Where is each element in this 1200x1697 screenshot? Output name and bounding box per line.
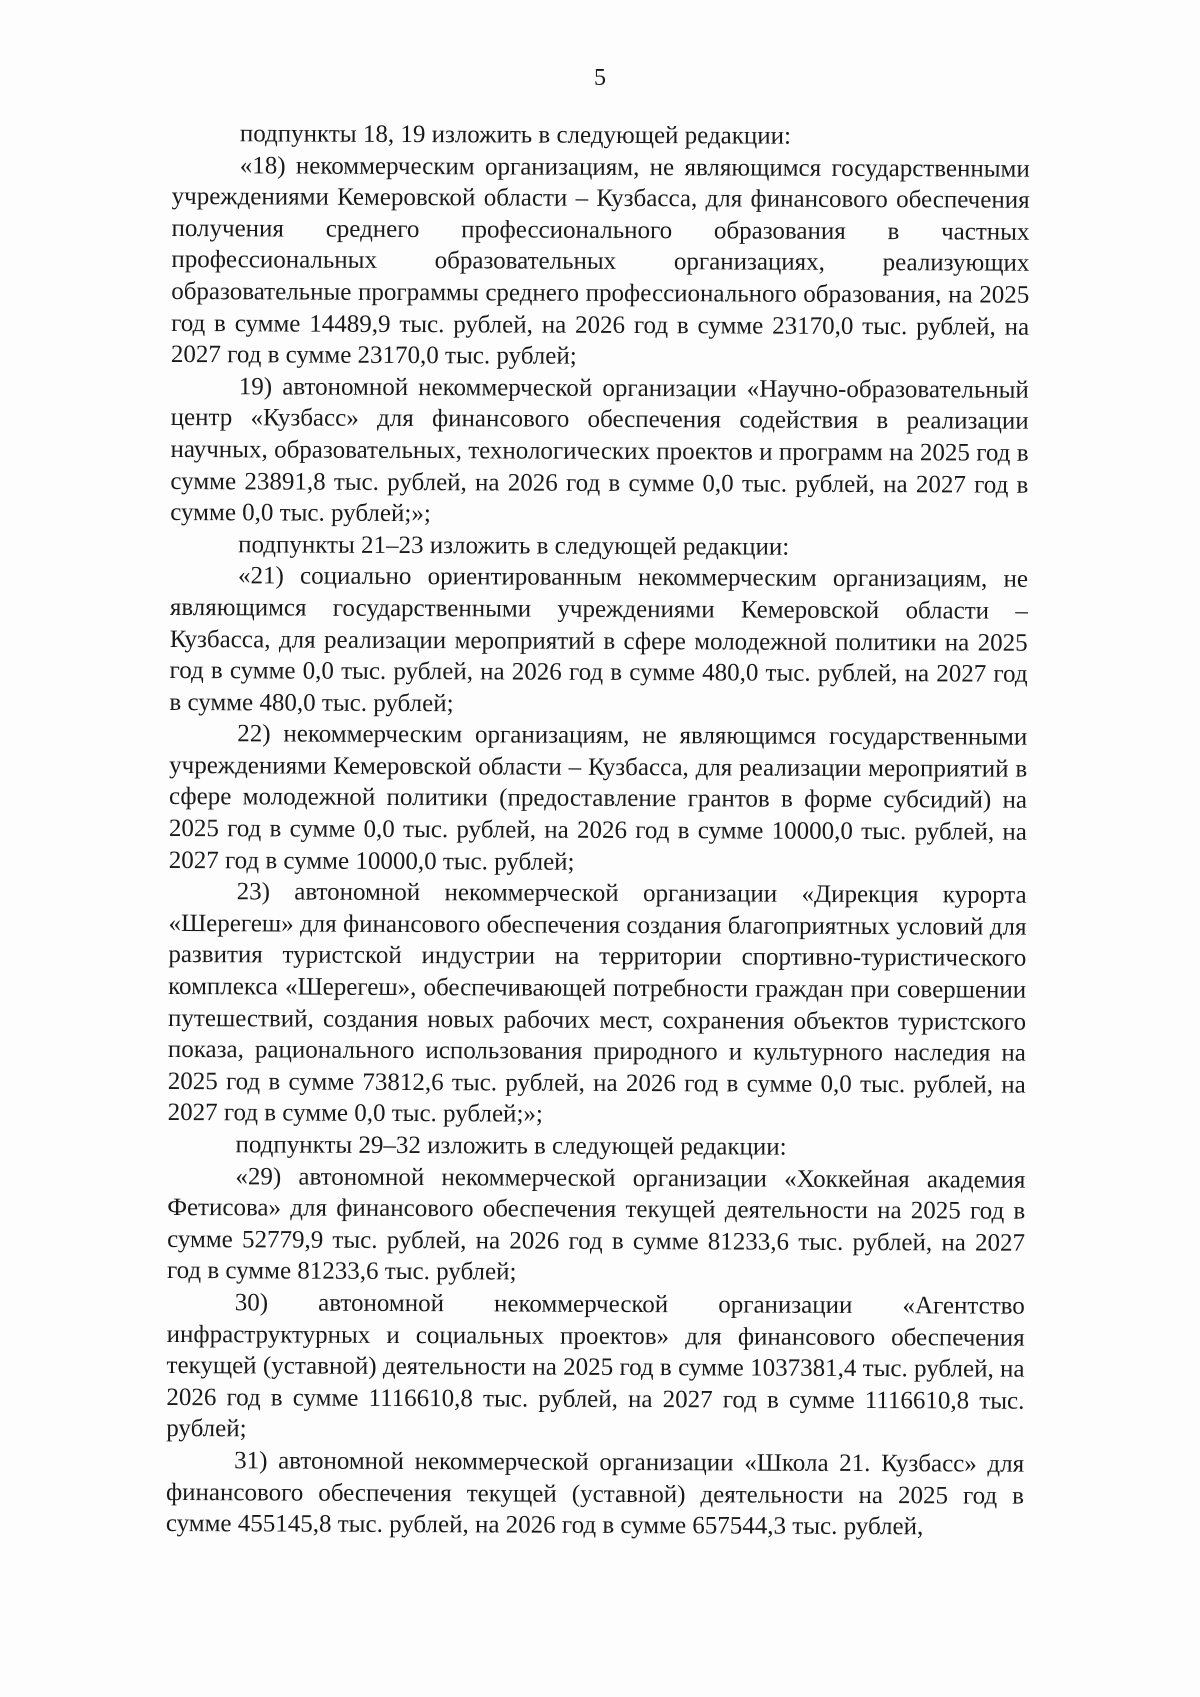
document-body [166, 118, 1030, 1543]
paragraph: подпункты 29–32 изложить в следующей редакции: [235, 1131, 787, 1161]
paragraph: подпункты 21–23 изложить в следующей редакции: [238, 531, 790, 561]
paragraph: 30) автономной некоммерческой организации «Агентство инфраструктурных и социальных проектов» для финансового обеспечения текущей (уставной) деятельности на 2025 год в сумме 1037381,4 тыс. рублей, на 2026 год в сумме 1116610,8 тыс. рублей, на 2027 год в сумме 1116610,8 тыс. рублей; [166, 1289, 1025, 1443]
paragraph: «29) автономной некоммерческой организации «Хоккейная академия Фетисова» для финансового обеспечения текущей деятельности на 2025 год в сумме 52779,9 тыс. рублей, на 2026 год в сумме 81233,6 тыс. рублей, на 2027 год в сумме 81233,6 тыс. рублей; [166, 1162, 1026, 1286]
paragraph: «18) некоммерческим организациям, не являющимся государственными учреждениями Кемеровской области – Кузбасса, для финансового обеспечения получения среднего профессионального образования в частных профессиональных образовательных организациях, реализующих образовательные программы среднего профессионального образования, на 2025 год в сумме 14489,9 тыс. рублей, на 2026 год в сумме 23170,0 тыс. рублей, на 2027 год в сумме 23170,0 тыс. рублей; [170, 151, 1030, 370]
paragraph: подпункты 18, 19 изложить в следующей редакции: [239, 120, 792, 150]
paragraph: 23) автономной некоммерческой организации «Дирекция курорта «Шерегеш» для финансового обеспечения создания благоприятных условий для развития туристской индустрии на территории спортивно-туристического комплекса «Шерегеш», обеспечивающей потребности граждан при совершении путешествий, создания новых рабочих мест, сохранения объектов туристского показа, рационального использования природного и культурного наследия на 2025 год в сумме 73812,6 тыс. рублей, на 2026 год в сумме 0,0 тыс. рублей, на 2027 год в сумме 0,0 тыс. рублей;»; [167, 878, 1027, 1129]
paragraph: 31) автономной некоммерческой организации «Школа 21. Кузбасс» для финансового обеспечения текущей (уставной) деятельности на 2025 год в сумме 455145,8 тыс. рублей, на 2026 год в сумме 657544,3 тыс. рублей, [165, 1447, 1025, 1541]
paragraph: 19) автономной некоммерческой организации «Научно-образовательный центр «Кузбасс» для финансового обеспечения содействия в реализации научных, образовательных, технологических проектов и программ на 2025 год в сумме 23891,8 тыс. рублей, на 2026 год в сумме 0,0 тыс. рублей, на 2027 год в сумме 0,0 тыс. рублей;»; [170, 373, 1029, 528]
paragraph: 22) некоммерческим организациям, не являющимся государственными учреждениями Кемеровской области – Кузбасса, для реализации мероприятий в сфере молодежной политики (предоставление грантов в форме субсидий) на 2025 год в сумме 0,0 тыс. рублей, на 2026 год в сумме 10000,0 тыс. рублей, на 2027 год в сумме 10000,0 тыс. рублей; [168, 720, 1028, 876]
paragraph: «21) социально ориентированным некоммерческим организациям, не являющимся государственными учреждениями Кемеровской области – Кузбасса, для реализации мероприятий в сфере молодежной политики на 2025 год в сумме 0,0 тыс. рублей, на 2026 год в сумме 480,0 тыс. рублей, на 2027 год в сумме 480,0 тыс. рублей; [169, 562, 1029, 717]
page-number: 5 [594, 65, 606, 91]
